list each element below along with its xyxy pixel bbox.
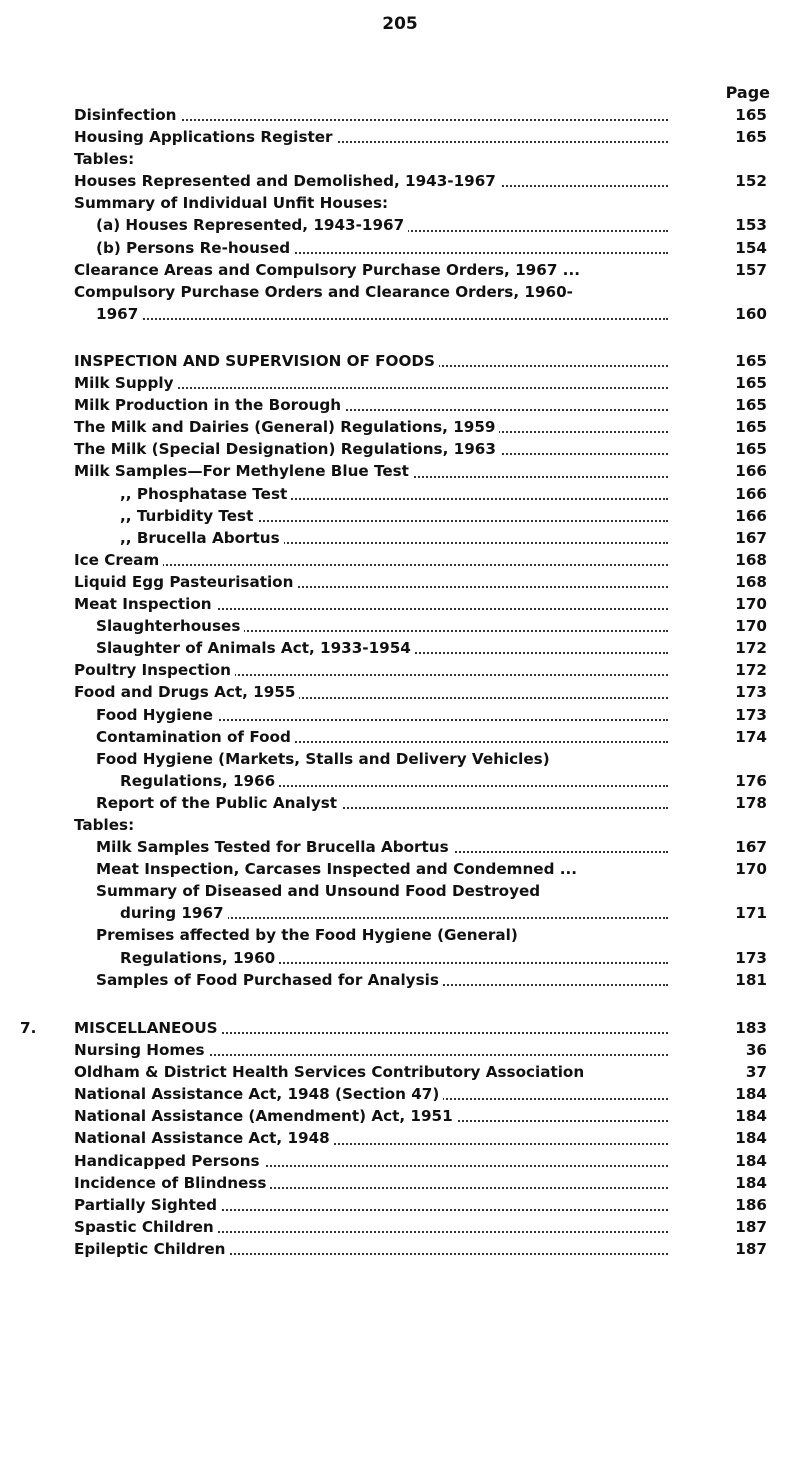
index-entry-container — [74, 372, 674, 394]
index-entry-container — [74, 192, 674, 214]
index-entry-container — [74, 1172, 674, 1194]
index-entry — [0, 237, 800, 259]
index-entry-label: Disinfection — [74, 106, 181, 124]
index-entry-label: Compulsory Purchase Orders and Clearance Orders, 1960- — [74, 283, 577, 301]
index-entry-label: Poultry Inspection — [74, 661, 235, 679]
index-entry-container — [74, 1194, 674, 1216]
index-entry — [0, 726, 800, 748]
index-entry-container — [74, 104, 674, 126]
index-entry — [0, 460, 800, 482]
index-entry-container — [74, 1105, 674, 1127]
index-entry — [0, 281, 800, 303]
index-entry — [0, 1238, 800, 1260]
index-entry-page: 178 — [735, 793, 767, 812]
index-entry-label: Premises affected by the Food Hygiene (General) — [96, 926, 522, 944]
index-entry-container — [74, 1039, 674, 1061]
index-entry-page: 165 — [735, 128, 767, 147]
index-entry — [0, 1216, 800, 1238]
index-entry-container — [74, 1061, 674, 1083]
index-block-miscellaneous — [0, 1017, 800, 1260]
index-entry-label: (a) Houses Represented, 1943-1967 — [96, 216, 408, 234]
index-entry-container — [74, 593, 674, 615]
index-entry-label: ,, Turbidity Test — [120, 507, 257, 525]
index-entry-page: 184 — [735, 1085, 767, 1104]
index-entry-page: 166 — [735, 506, 767, 525]
index-entry — [0, 792, 800, 814]
index-entry-label: Tables: — [74, 150, 138, 168]
index-entry-label: Milk Production in the Borough — [74, 396, 345, 414]
index-entry-page: 184 — [735, 1151, 767, 1170]
index-entry — [0, 969, 800, 991]
index-entry-label: Milk Samples—For Methylene Blue Test — [74, 462, 413, 480]
index-entry-container — [74, 259, 674, 281]
index-entry — [0, 148, 800, 170]
index-entry-container — [96, 214, 674, 236]
index-entry-label: Epileptic Children — [74, 1240, 229, 1258]
index-entry-container — [120, 527, 674, 549]
index-entry-container — [96, 880, 674, 902]
index-entry-label: 1967 — [96, 305, 142, 323]
index-entry-label: Handicapped Persons — [74, 1152, 264, 1170]
index-block-foods — [0, 350, 800, 991]
index-entry — [0, 615, 800, 637]
page-column-header: Page — [725, 83, 770, 102]
index-entry-page: 152 — [735, 172, 767, 191]
index-entry-container — [96, 858, 674, 880]
index-entry — [0, 1105, 800, 1127]
index-entry — [0, 1061, 800, 1083]
index-entry-page: 187 — [735, 1217, 767, 1236]
index-entry — [0, 170, 800, 192]
index-entry — [0, 350, 800, 372]
index-entry-label: Ice Cream — [74, 551, 163, 569]
index-entry-container — [96, 969, 674, 991]
index-entry — [0, 947, 800, 969]
index-entry — [0, 214, 800, 236]
index-entry-page: 157 — [735, 260, 767, 279]
index-entry — [0, 416, 800, 438]
index-entry — [0, 303, 800, 325]
index-entry-container — [74, 549, 674, 571]
index-entry — [0, 902, 800, 924]
index-entry-label: Milk Samples Tested for Brucella Abortus — [96, 838, 453, 856]
index-entry-label: Liquid Egg Pasteurisation — [74, 573, 297, 591]
index-entry — [0, 571, 800, 593]
index-entry-label: MISCELLANEOUS — [74, 1019, 222, 1037]
index-entry-page: 154 — [735, 238, 767, 257]
index-entry — [0, 259, 800, 281]
index-entry-label: Summary of Diseased and Unsound Food Destroyed — [96, 882, 544, 900]
index-entry-label: Food and Drugs Act, 1955 — [74, 683, 299, 701]
index-entry-label: Incidence of Blindness — [74, 1174, 270, 1192]
index-entry-label: Spastic Children — [74, 1218, 218, 1236]
index-entry-container — [74, 416, 674, 438]
index-entry-label: Nursing Homes — [74, 1041, 209, 1059]
index-entry-page: 165 — [735, 374, 767, 393]
index-entry-label: Milk Supply — [74, 374, 178, 392]
index-entry-label: Regulations, 1960 — [120, 949, 279, 967]
index-entry — [0, 1172, 800, 1194]
index-entry-label: Report of the Public Analyst — [96, 794, 341, 812]
index-entry-container — [96, 836, 674, 858]
index-entry-page: 187 — [735, 1239, 767, 1258]
index-entry-page: 160 — [735, 304, 767, 323]
index-entry-container — [74, 659, 674, 681]
index-entry — [0, 748, 800, 770]
index-entry-container — [96, 637, 674, 659]
index-entry — [0, 1150, 800, 1172]
index-entry-label: Partially Sighted — [74, 1196, 221, 1214]
index-entry — [0, 549, 800, 571]
index-entry-container — [74, 1238, 674, 1260]
index-entry-label: National Assistance Act, 1948 (Section 47) — [74, 1085, 443, 1103]
index-entry-page: 168 — [735, 572, 767, 591]
index-entry-label: Meat Inspection, Carcases Inspected and Condemned ... — [96, 860, 581, 878]
index-entry-page: 165 — [735, 440, 767, 459]
section-number: 7. — [20, 1019, 37, 1037]
index-entry-label: Tables: — [74, 816, 138, 834]
index-entry-container — [120, 947, 674, 969]
index-entry-container — [74, 814, 674, 836]
index-entry-container — [74, 350, 674, 372]
index-entry-label: National Assistance (Amendment) Act, 1951 — [74, 1107, 457, 1125]
index-entry — [0, 593, 800, 615]
index-entry-container — [74, 1216, 674, 1238]
index-entry-page: 172 — [735, 639, 767, 658]
index-entry-page: 171 — [735, 904, 767, 923]
index-entry-page: 165 — [735, 396, 767, 415]
index-entry-container — [74, 681, 674, 703]
index-entry-container — [74, 460, 674, 482]
dot-leader — [96, 318, 668, 320]
index-entry-page: 170 — [735, 595, 767, 614]
index-entry-label: Slaughter of Animals Act, 1933-1954 — [96, 639, 415, 657]
index-entry-page: 170 — [735, 860, 767, 879]
index-entry-container — [74, 148, 674, 170]
index-entry-container — [74, 438, 674, 460]
index-entry — [0, 659, 800, 681]
index-entry-container — [74, 1150, 674, 1172]
index-entry — [0, 836, 800, 858]
index-entry-page: 184 — [735, 1173, 767, 1192]
index-entry-page: 176 — [735, 771, 767, 790]
index-entry-container — [120, 770, 674, 792]
index-entry-label: Slaughterhouses — [96, 617, 244, 635]
index-entry-label: (b) Persons Re-housed — [96, 239, 294, 257]
index-entry-page: 181 — [735, 970, 767, 989]
index-entry-page: 165 — [735, 106, 767, 124]
index-entry — [0, 372, 800, 394]
index-entry — [0, 438, 800, 460]
index-entry-page: 165 — [735, 418, 767, 437]
index-entry — [0, 483, 800, 505]
index-entry-container — [74, 394, 674, 416]
index-entry-container — [74, 571, 674, 593]
index-entry-label: ,, Brucella Abortus — [120, 529, 284, 547]
index-entry-page: 167 — [735, 838, 767, 857]
index-entry-label: The Milk (Special Designation) Regulations, 1963 — [74, 440, 500, 458]
index-entry-page: 173 — [735, 705, 767, 724]
dot-leader — [74, 564, 668, 566]
index-entry-page: 36 — [745, 1041, 767, 1060]
index-entry-page: 172 — [735, 661, 767, 680]
index-entry-container — [74, 1083, 674, 1105]
index-entry-label: during 1967 — [120, 904, 228, 922]
index-entry-page: 173 — [735, 683, 767, 702]
index-entry-page: 167 — [735, 528, 767, 547]
index-entry — [0, 126, 800, 148]
index-entry — [0, 1017, 800, 1039]
index-entry-label: Housing Applications Register — [74, 128, 337, 146]
index-entry-page: 174 — [735, 727, 767, 746]
index-entry-page: 173 — [735, 948, 767, 967]
index-entry-label: Regulations, 1966 — [120, 772, 279, 790]
index-entry — [0, 1194, 800, 1216]
index-entry-container — [96, 237, 674, 259]
index-entry — [0, 394, 800, 416]
index-entry — [0, 527, 800, 549]
index-entry-page: 186 — [735, 1195, 767, 1214]
index-entry — [0, 505, 800, 527]
index-entry-label: Contamination of Food — [96, 728, 295, 746]
index-entry-container — [74, 1127, 674, 1149]
index-entry-page: 170 — [735, 617, 767, 636]
index-entry-container — [96, 704, 674, 726]
index-entry-label: Clearance Areas and Compulsory Purchase Orders, 1967 ... — [74, 261, 584, 279]
index-entry — [0, 880, 800, 902]
index-entry-container — [96, 303, 674, 325]
index-entry — [0, 814, 800, 836]
page-number: 205 — [382, 14, 418, 34]
index-entry-label: Oldham & District Health Services Contributory Association — [74, 1063, 588, 1081]
index-entry-page: 168 — [735, 550, 767, 569]
index-entry — [0, 1083, 800, 1105]
index-entry-container — [96, 748, 674, 770]
index-entry — [0, 104, 800, 126]
index-entry-label: The Milk and Dairies (General) Regulations, 1959 — [74, 418, 499, 436]
index-entry-page: 153 — [735, 216, 767, 235]
index-entry — [0, 924, 800, 946]
index-entry-container — [74, 126, 674, 148]
index-entry — [0, 858, 800, 880]
index-entry-container — [96, 615, 674, 637]
index-entry-container — [74, 281, 674, 303]
index-entry-container — [96, 924, 674, 946]
index-entry-label: Food Hygiene — [96, 706, 217, 724]
index-entry-label: Meat Inspection — [74, 595, 216, 613]
index-entry-container — [120, 902, 674, 924]
index-entry-page: 166 — [735, 484, 767, 503]
index-entry-label: INSPECTION AND SUPERVISION OF FOODS — [74, 352, 439, 370]
index-entry — [0, 1039, 800, 1061]
index-entry-page: 184 — [735, 1129, 767, 1148]
index-entry — [0, 1127, 800, 1149]
index-entry-container — [74, 1017, 674, 1039]
index-entry-page: 37 — [745, 1063, 767, 1082]
index-entry — [0, 637, 800, 659]
index-entry-label: National Assistance Act, 1948 — [74, 1129, 334, 1147]
index-entry-label: ,, Phosphatase Test — [120, 485, 291, 503]
index-entry — [0, 770, 800, 792]
index-entry-page: 184 — [735, 1107, 767, 1126]
index-entry-container — [96, 726, 674, 748]
index-entry-label: Samples of Food Purchased for Analysis — [96, 971, 443, 989]
index-entry — [0, 704, 800, 726]
index-entry-page: 183 — [735, 1019, 767, 1037]
index-entry-page: 165 — [735, 352, 767, 370]
index-block-housing — [0, 104, 800, 325]
index-entry-container — [96, 792, 674, 814]
index-entry — [0, 681, 800, 703]
index-entry-container — [120, 483, 674, 505]
index-entry-container — [120, 505, 674, 527]
index-entry-label: Summary of Individual Unfit Houses: — [74, 194, 392, 212]
index-entry-container — [74, 170, 674, 192]
index-entry — [0, 192, 800, 214]
index-entry-label: Houses Represented and Demolished, 1943-1967 — [74, 172, 500, 190]
index-entry-label: Food Hygiene (Markets, Stalls and Delivery Vehicles) — [96, 750, 554, 768]
index-entry-page: 166 — [735, 462, 767, 481]
